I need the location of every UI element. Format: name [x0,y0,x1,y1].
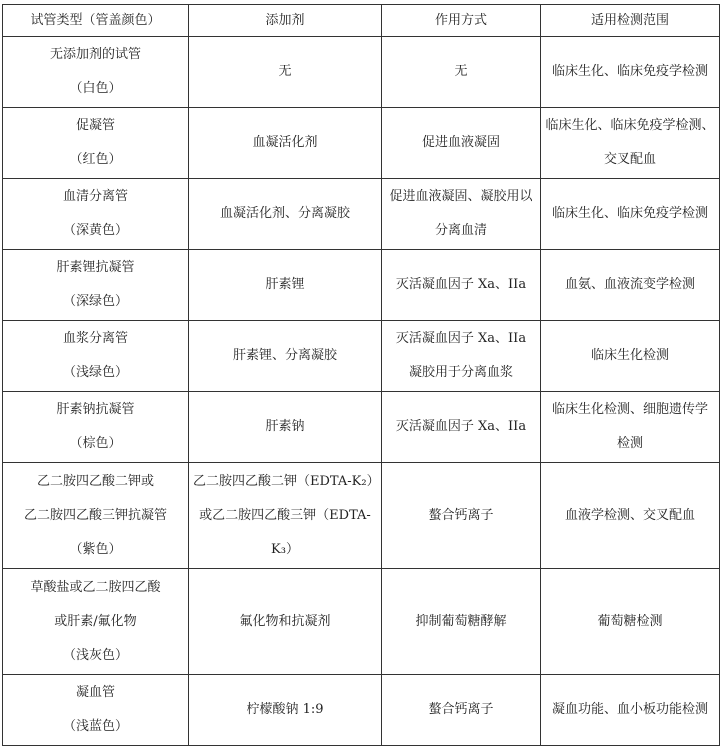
cell-line: 临床生化检测、细胞遗传学 [551,402,708,417]
cell-tube-type [3,321,189,392]
cell-scope [541,569,720,675]
cell-scope [541,108,720,179]
cell-line: 肝素锂抗凝管 [56,260,135,275]
cell-line: 临床生化、临床免疫学检测 [551,64,708,79]
table-row [3,108,720,179]
cell-line: 草酸盐或乙二胺四乙酸 [30,579,161,595]
cell-line: （浅灰色） [62,647,128,663]
cell-additive [189,250,382,321]
table-row [3,392,720,463]
cell-line: 血浆分离管 [62,331,128,346]
cell-line: （浅绿色） [62,365,128,380]
cell-scope [541,675,720,746]
table-row [3,569,720,675]
table-row [3,179,720,250]
cell-action [382,463,541,569]
cell-line: 分离血清 [434,223,487,238]
header-action: 作用方式 [382,5,541,37]
cell-additive [189,463,382,569]
cell-additive [189,37,382,108]
table-row [3,675,720,746]
cell-tube-type [3,37,189,108]
cell-line: 促进血液凝固、凝胶用以 [389,189,533,204]
cell-line: （深绿色） [62,294,128,309]
cell-line: 血清分离管 [62,189,128,204]
cell-line: 凝胶用于分离血浆 [408,365,513,380]
cell-action [382,569,541,675]
header-tube-type: 试管类型（管盖颜色） [3,5,189,37]
cell-tube-type [3,108,189,179]
cell-action [382,250,541,321]
cell-line: 肝素钠 [265,419,305,434]
header-scope: 适用检测范围 [541,5,720,37]
cell-line: 无 [278,64,292,79]
cell-line: 螯合钙离子 [428,507,494,523]
table-header-row [3,5,720,37]
table-row [3,37,720,108]
cell-tube-type [3,250,189,321]
cell-action [382,179,541,250]
cell-line: 乙二胺四乙酸二钾或 [36,473,154,489]
cell-line: 肝素锂 [265,277,305,292]
cell-line: 或肝素/氟化物 [54,613,137,629]
cell-additive [189,392,382,463]
cell-scope [541,179,720,250]
cell-line: 葡萄糖检测 [597,613,663,629]
cell-line: 灭活凝血因子 Xa、IIa [395,331,527,346]
cell-line: 乙二胺四乙酸三钾抗凝管 [23,507,167,523]
cell-line: 肝素钠抗凝管 [56,402,135,417]
cell-tube-type [3,463,189,569]
cell-line: 肝素锂、分离凝胶 [232,348,337,363]
cell-line: 交叉配血 [603,152,656,167]
cell-action [382,108,541,179]
blood-collection-tube-table [2,4,720,746]
cell-line: 抑制葡萄糖酵解 [415,613,507,629]
cell-line: 检测 [616,436,643,451]
table-row [3,321,720,392]
cell-line: 无添加剂的试管 [49,47,141,62]
cell-additive [189,108,382,179]
cell-additive [189,675,382,746]
cell-line: （深黄色） [62,223,128,238]
cell-line: 血凝活化剂、分离凝胶 [219,206,350,221]
cell-scope [541,463,720,569]
header-additive: 添加剂 [189,5,382,37]
cell-scope [541,37,720,108]
cell-line: 灭活凝血因子 Xa、IIa [395,419,527,434]
cell-additive [189,569,382,675]
cell-tube-type [3,179,189,250]
cell-line: （红色） [69,152,122,167]
cell-scope [541,321,720,392]
cell-tube-type [3,569,189,675]
cell-line: 乙二胺四乙酸二钾（EDTA-K₂） [193,473,380,489]
cell-line: 临床生化、临床免疫学检测 [551,206,708,221]
cell-scope [541,392,720,463]
cell-tube-type [3,675,189,746]
cell-additive [189,179,382,250]
cell-line: 柠檬酸钠 1:9 [246,702,324,717]
cell-line: 螯合钙离子 [428,702,494,717]
cell-line: 血凝活化剂 [252,135,318,150]
cell-line: 凝血功能、血小板功能检测 [551,702,708,717]
cell-additive [189,321,382,392]
table-body [3,37,720,746]
cell-line: 促进血液凝固 [421,135,500,150]
cell-line: 血液学检测、交叉配血 [564,507,695,523]
table-row [3,250,720,321]
cell-tube-type [3,392,189,463]
cell-action [382,321,541,392]
cell-line: 血氨、血液流变学检测 [564,277,695,292]
cell-line: （紫色） [69,541,122,557]
table-row [3,463,720,569]
cell-line: 氟化物和抗凝剂 [239,613,331,629]
cell-scope [541,250,720,321]
cell-line: 灭活凝血因子 Xa、IIa [395,277,527,292]
cell-action [382,37,541,108]
cell-line: 临床生化检测 [590,348,669,363]
cell-line: （浅蓝色） [62,719,128,734]
cell-line: （棕色） [69,436,122,451]
cell-action [382,675,541,746]
cell-line: 或乙二胺四乙酸三钾（EDTA-K₃） [199,507,371,557]
cell-line: 凝血管 [75,685,115,700]
cell-line: 临床生化、临床免疫学检测、 [545,118,715,133]
cell-action [382,392,541,463]
cell-line: （白色） [69,81,122,96]
cell-line: 无 [454,64,468,79]
cell-line: 促凝管 [75,118,115,133]
